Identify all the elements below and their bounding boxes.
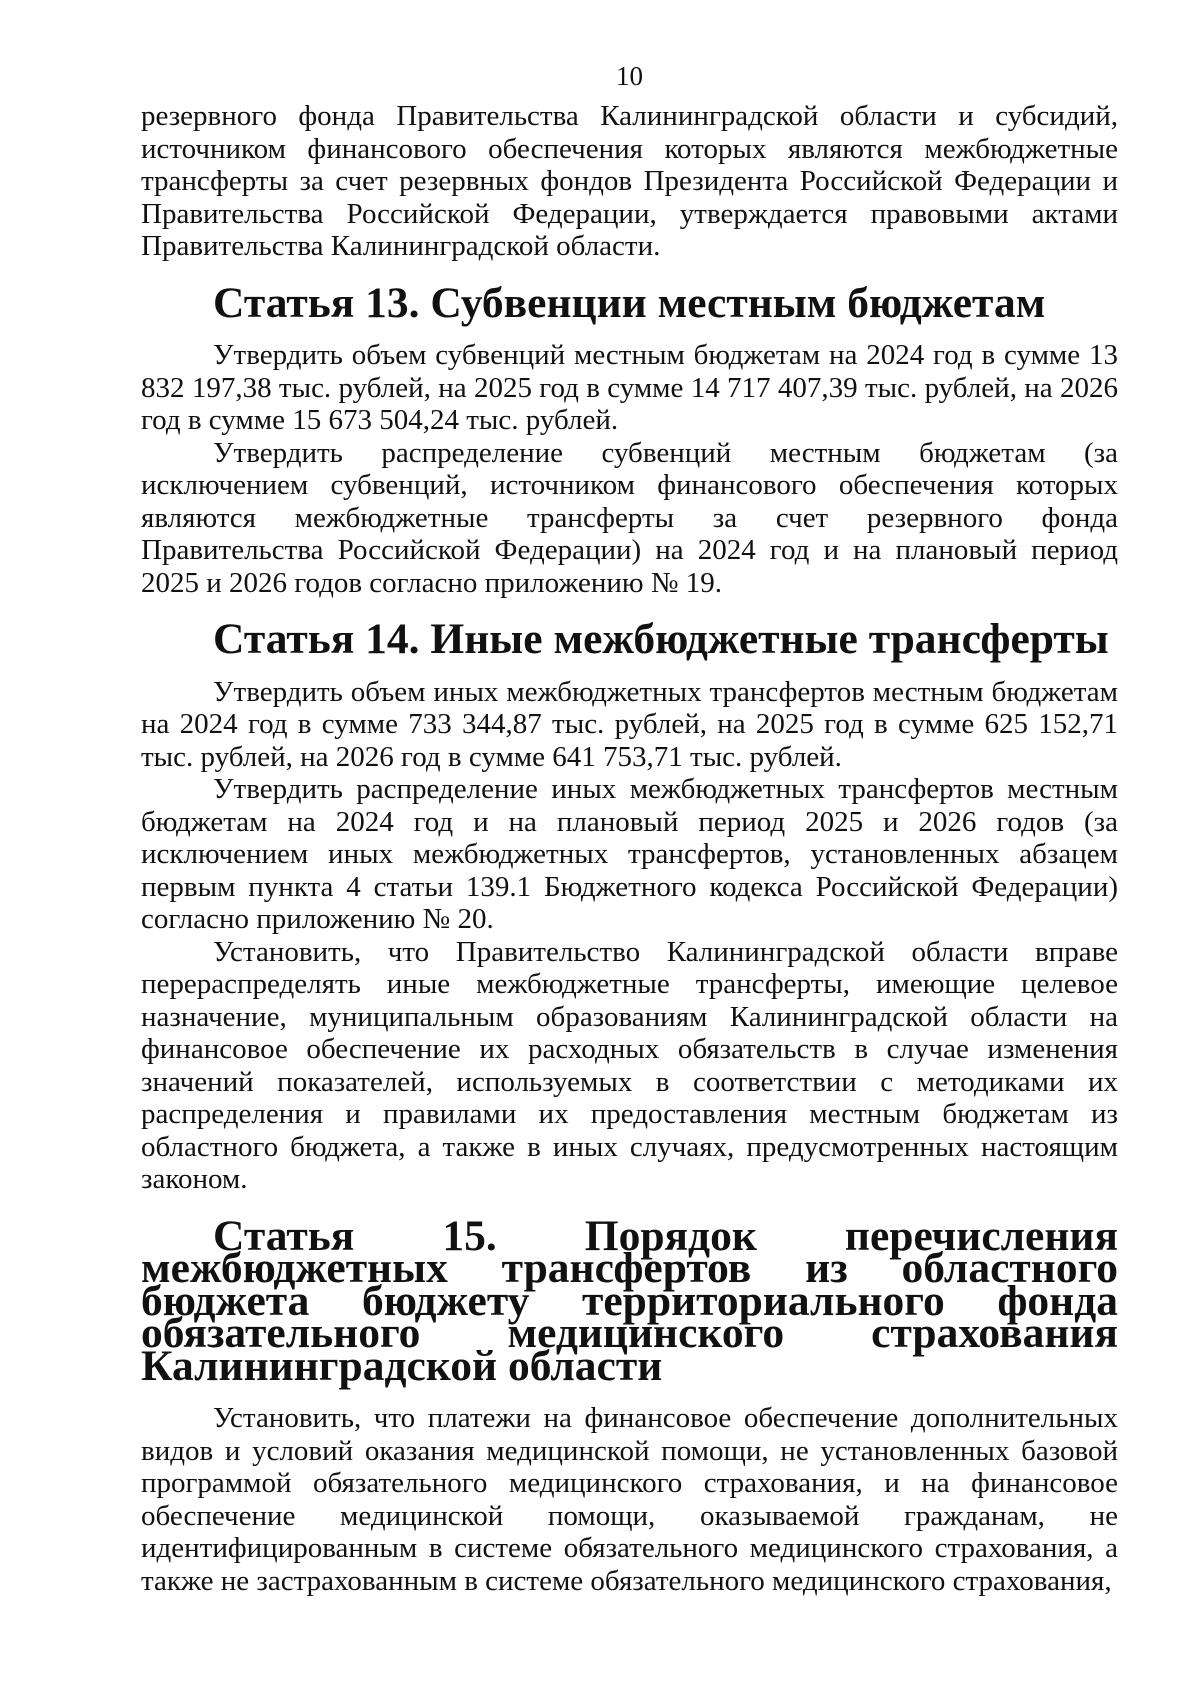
article-14-paragraph-1: Утвердить объем иных межбюджетных трансфертов местным бюджетам на 2024 год в сумме 733 344,87 тыс. рублей, на 2025 год в сумме 625 152,71 тыс. рублей, на 2026 год в сумме 641 753,71 тыс. рублей. xyxy=(141,675,1118,773)
article-14-paragraph-2: Утвердить распределение иных межбюджетных трансфертов местным бюджетам на 2024 год и на плановый период 2025 и 2026 годов (за исключением иных межбюджетных трансфертов, установленных абзацем первым пункта 4 статьи 139.1 Бюджетного кодекса Российской Федерации) согласно приложению № 20. xyxy=(141,773,1118,935)
article-15-paragraph-1: Установить, что платежи на финансовое обеспечение дополнительных видов и условий оказания медицинской помощи, не установленных базовой программой обязательного медицинского страхования, и на финансовое обеспечение медицинской помощи, оказываемой гражданам, не идентифицированным в системе обязательного медицинского страхования, а также не застрахованным в системе обязательного медицинского страхования, xyxy=(141,1402,1118,1597)
document-page xyxy=(141,60,1118,1597)
intro-paragraph: резервного фонда Правительства Калининградской области и субсидий, источником финансового обеспечения которых являются межбюджетные трансферты за счет резервных фондов Президента Российской Федерации и Правительства Российской Федерации, утверждается правовыми актами Правительства Калининградской области. xyxy=(141,100,1118,262)
article-14-title: Статья 14. Иные межбюджетные трансферты xyxy=(213,615,1109,663)
article-13-paragraph-1: Утвердить объем субвенций местным бюджетам на 2024 год в сумме 13 832 197,38 тыс. рублей, на 2025 год в сумме 14 717 407,39 тыс. рублей, на 2026 год в сумме 15 673 504,24 тыс. рублей. xyxy=(141,339,1118,436)
article-14-paragraph-3: Установить, что Правительство Калининградской области вправе перераспределять иные межбюджетные трансферты, имеющие целевое назначение, муниципальным образованиям Калининградской области на финансовое обеспечение их расходных обязательств в случае изменения значений показателей, используемых в соответствии с методиками их распределения и правилами их предоставления местным бюджетам из областного бюджета, а также в иных случаях, предусмотренных настоящим законом. xyxy=(141,935,1118,1195)
article-15-title: Статья 15. Порядок перечисления межбюджетных трансфертов из областного бюджета бюджету территориального фонда обязательного медицинского страхования Калининградской области xyxy=(141,1211,1118,1390)
page-number: 10 xyxy=(616,61,643,91)
article-13-paragraph-2: Утвердить распределение субвенций местным бюджетам (за исключением субвенций, источником финансового обеспечения которых являются межбюджетные трансферты за счет резервного фонда Правительства Российской Федерации) на 2024 год и на плановый период 2025 и 2026 годов согласно приложению № 19. xyxy=(141,436,1118,599)
article-13-title: Статья 13. Субвенции местным бюджетам xyxy=(213,278,1046,327)
